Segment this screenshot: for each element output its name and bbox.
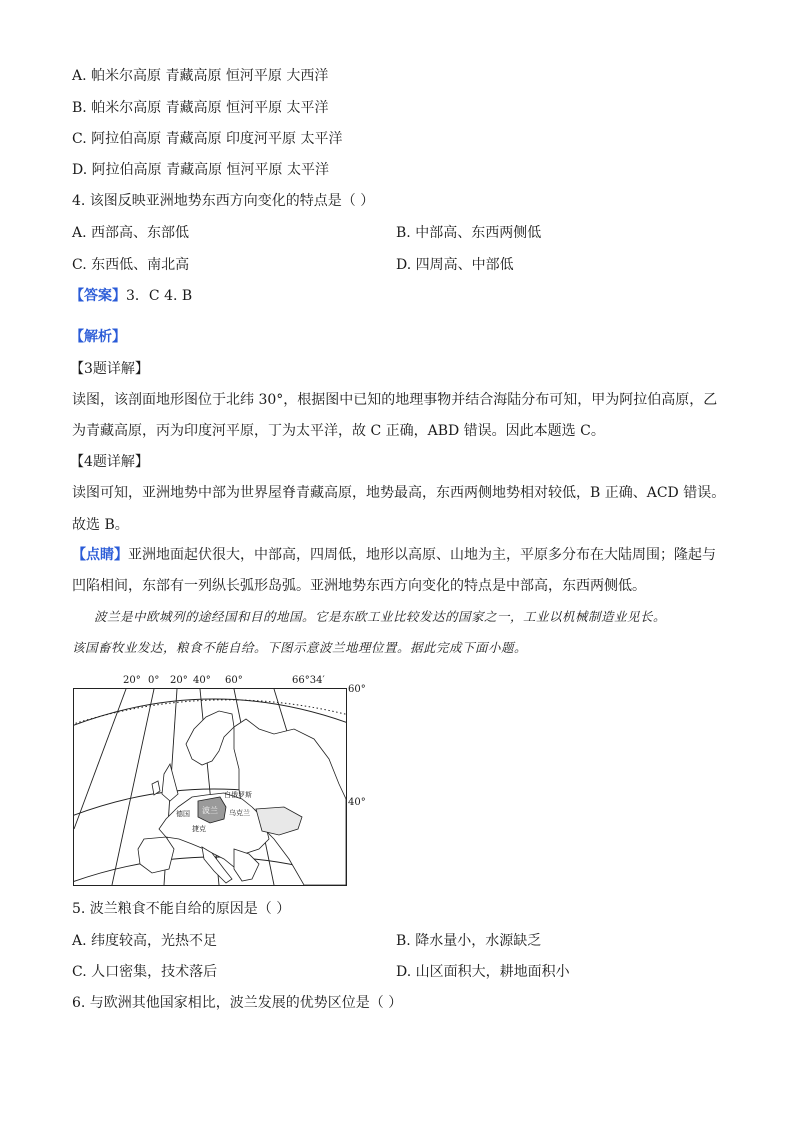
q5-option-d: D. 山区面积大，耕地面积小 xyxy=(396,964,570,980)
label-belarus: 白俄罗斯 xyxy=(224,791,252,799)
d4-label: 【4题详解】 xyxy=(70,454,149,470)
q4-option-d: D. 四周高、中部低 xyxy=(396,257,514,273)
analysis-label xyxy=(70,328,126,346)
d3-label: 【3题详解】 xyxy=(70,361,149,377)
label-germany: 德国 xyxy=(176,810,190,818)
q4-option-b: B. 中部高、东西两侧低 xyxy=(396,225,542,241)
q3-option-b: B. 帕米尔高原 青藏高原 恒河平原 太平洋 xyxy=(72,100,329,116)
q5-option-a: A. 纬度较高，光热不足 xyxy=(72,933,218,949)
d4-line2: 故选 B。 xyxy=(72,517,129,533)
map-lat-label-60: 60° xyxy=(348,684,366,695)
q3-option-a: A. 帕米尔高原 青藏高原 恒河平原 大西洋 xyxy=(72,68,329,84)
map-lat-label-40: 40° xyxy=(348,797,366,808)
intro-line1: 波兰是中欧城列的途经国和目的地国。它是东欧工业比较发达的国家之一，工业以机械制造业见长。 xyxy=(94,609,667,624)
map-lon-label-6: 66°34′ xyxy=(292,675,325,686)
label-poland: 波兰 xyxy=(202,806,218,815)
map-lon-label-3: 20° xyxy=(170,675,188,686)
europe-map-svg xyxy=(74,689,346,885)
q5-option-c: C. 人口密集，技术落后 xyxy=(72,964,218,980)
map-lon-label-5: 60° xyxy=(225,675,243,686)
q4-option-a: A. 西部高、东部低 xyxy=(72,225,190,241)
label-czech: 捷克 xyxy=(192,825,206,833)
tip-label: 【点睛】 xyxy=(72,547,128,563)
map-lon-label-4: 40° xyxy=(193,675,211,686)
analysis-label-text: 【解析】 xyxy=(70,329,126,345)
q4-stem: 4. 该图反映亚洲地势东西方向变化的特点是（ ） xyxy=(72,193,375,209)
europe-map xyxy=(73,688,347,886)
map-lon-label-2: 0° xyxy=(148,675,160,686)
tip-paragraph xyxy=(72,540,724,602)
answer-line xyxy=(70,287,192,305)
intro-line2: 该国畜牧业发达，粮食不能自给。下图示意波兰地理位置。据此完成下面小题。 xyxy=(72,640,528,655)
q4-option-c: C. 东西低、南北高 xyxy=(72,257,190,273)
tip-text: 亚洲地面起伏很大，中部高，四周低，地形以高原、山地为主，平原多分布在大陆周围；隆起与凹陷相间，东部有一列纵长弧形岛弧。亚洲地势东西方向变化的特点是中部高，东西两侧低。 xyxy=(72,547,716,594)
map-lon-label-1: 20° xyxy=(123,675,141,686)
q3-option-c: C. 阿拉伯高原 青藏高原 印度河平原 太平洋 xyxy=(72,131,343,147)
q5-option-b: B. 降水量小，水源缺乏 xyxy=(396,933,542,949)
q3-option-d: D. 阿拉伯高原 青藏高原 恒河平原 太平洋 xyxy=(72,162,329,178)
d4-line1: 读图可知，亚洲地势中部为世界屋脊青藏高原，地势最高，东西两侧地势相对较低，B 正确、ACD 错误。 xyxy=(72,485,726,501)
answer-text: 3．C 4. B xyxy=(126,288,193,304)
answer-label: 【答案】 xyxy=(70,288,126,304)
d3-text: 读图，该剖面地形图位于北纬 30°，根据图中已知的地理事物并结合海陆分布可知，甲为阿拉伯高原，乙为青藏高原，丙为印度河平原，丁为太平洋，故 C 正确，ABD 错误。因此本题选 C。 xyxy=(72,392,718,439)
q6-stem: 6. 与欧洲其他国家相比，波兰发展的优势区位是（ ） xyxy=(72,995,403,1011)
q5-stem: 5. 波兰粮食不能自给的原因是（ ） xyxy=(72,901,291,917)
label-ukraine: 乌克兰 xyxy=(229,809,250,817)
